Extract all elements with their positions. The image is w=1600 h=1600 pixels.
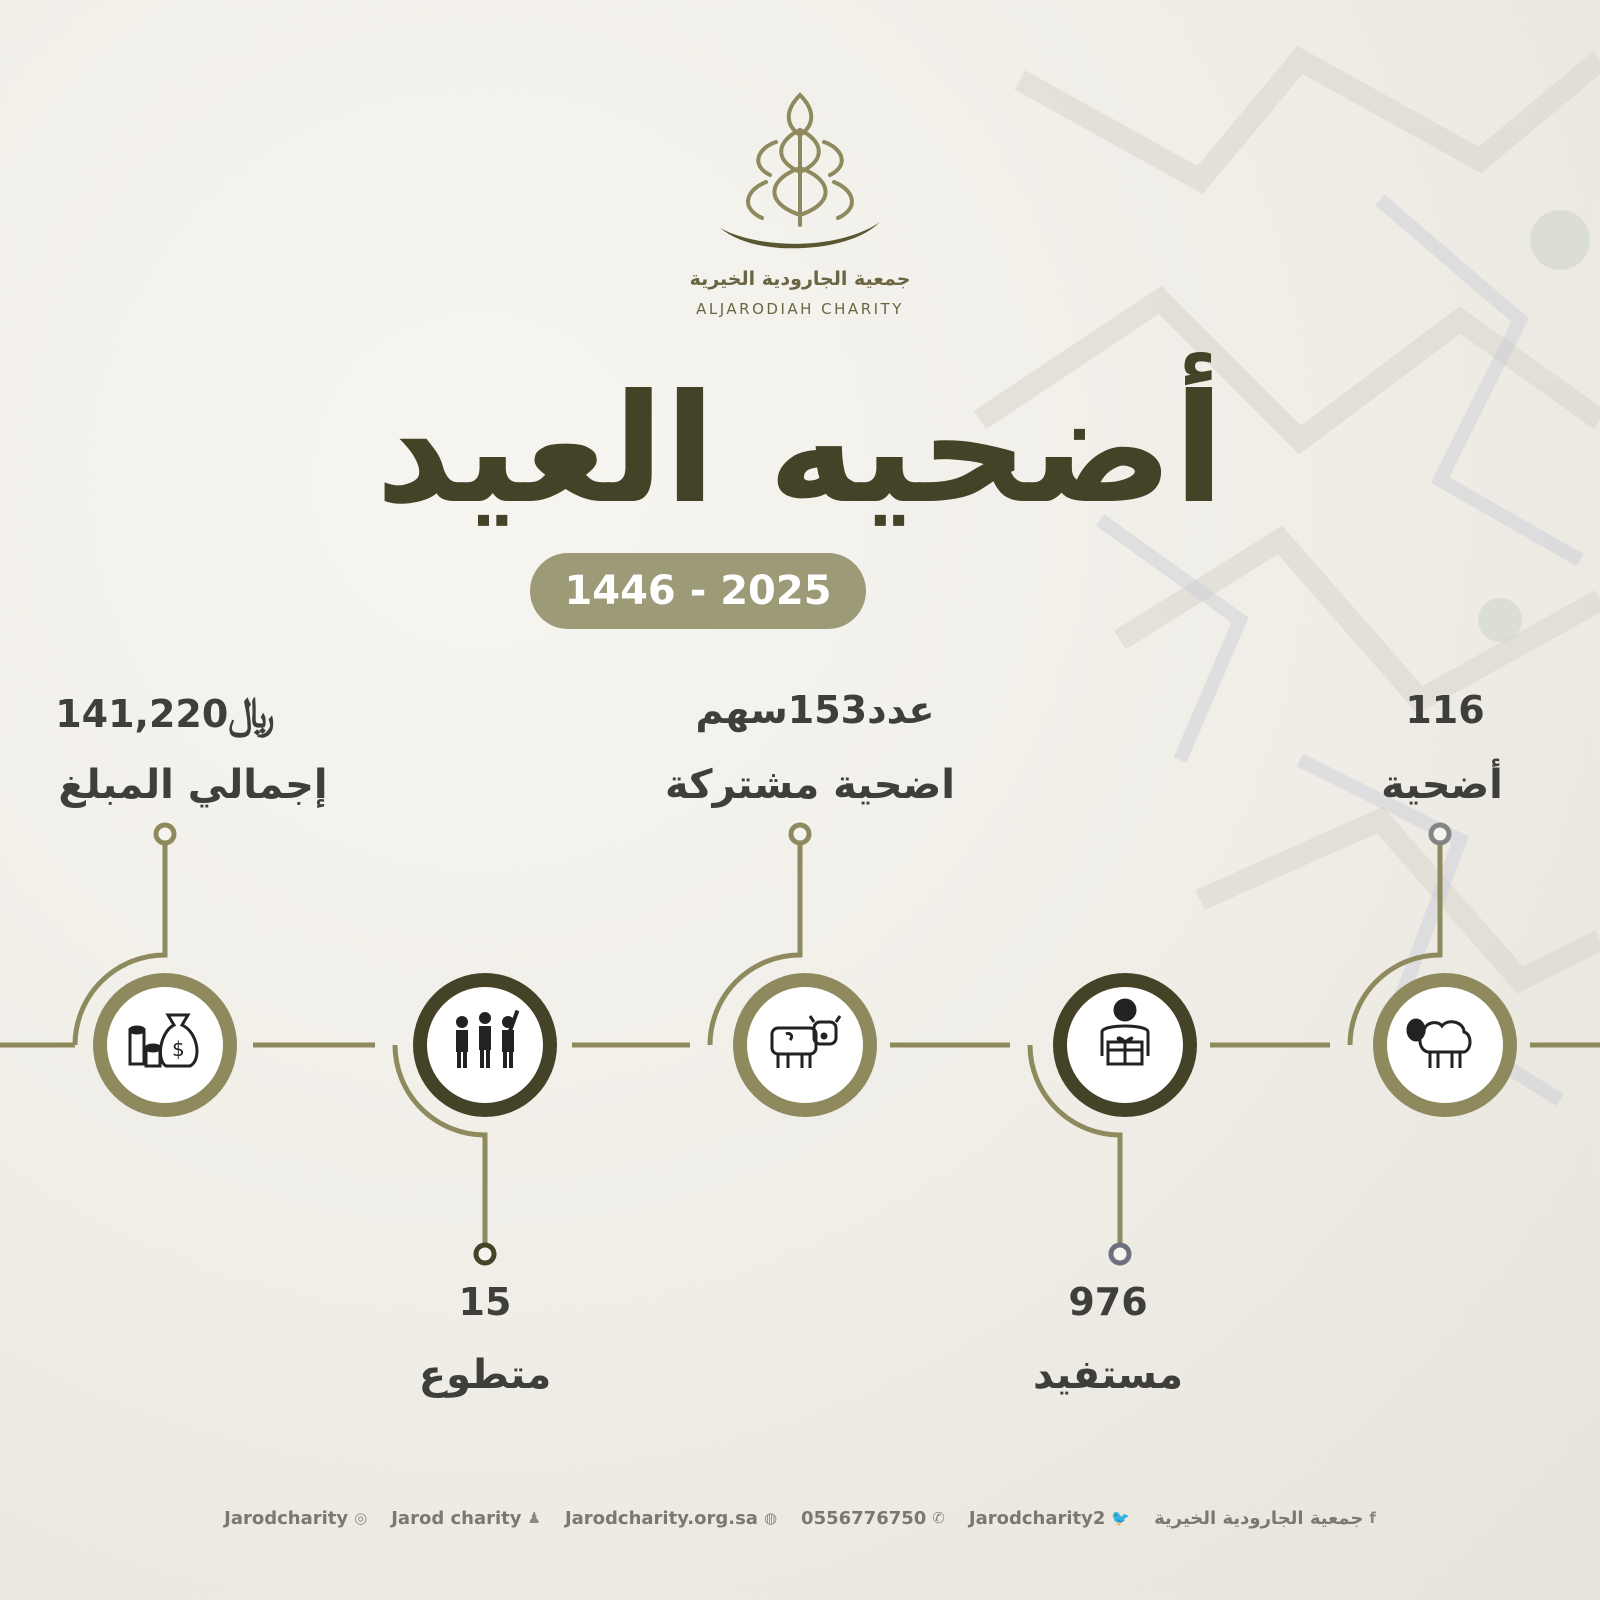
volunteers-icon (456, 1010, 519, 1068)
footer-website-text: Jarodcharity.org.sa (564, 1507, 758, 1529)
footer-facebook-text: جمعية الجارودية الخيرية (1154, 1507, 1364, 1529)
footer-facebook[interactable] (1154, 1508, 1376, 1529)
stat-circle-amount (90, 970, 240, 1120)
svg-text:$: $ (172, 1037, 185, 1061)
snapchat-icon: ♟ (527, 1509, 541, 1527)
footer-twitter[interactable] (969, 1508, 1130, 1529)
stat-beneficiaries-label: مستفيد (1032, 1352, 1184, 1398)
footer-contacts (200, 1498, 1400, 1538)
footer-snapchat-text: Jarod charity (391, 1507, 522, 1529)
stat-circle-shared (730, 970, 880, 1120)
stat-sacrifices-label: أضحية (1381, 762, 1503, 808)
stat-circle-volunteers (410, 970, 560, 1120)
stat-beneficiaries-value: 976 (1068, 1280, 1148, 1324)
currency-symbol: ﷼ (228, 688, 275, 737)
logo-name-english: ALJARODIAH CHARITY (696, 300, 904, 318)
instagram-icon: ◎ (354, 1509, 368, 1527)
facebook-icon: f (1369, 1509, 1376, 1527)
footer-instagram-text: Jarodcharity (224, 1507, 349, 1529)
whatsapp-icon: ✆ (932, 1509, 945, 1527)
footer-instagram[interactable] (224, 1508, 367, 1529)
footer-twitter-text: Jarodcharity2 (968, 1507, 1106, 1529)
stat-sacrifices-value: 116 (1405, 688, 1485, 732)
stat-amount-value: ﷼141,220 (55, 688, 275, 737)
stat-shared-value: عدد153سهم (695, 688, 935, 732)
year-badge: 1446 - 2025 (530, 553, 866, 629)
stat-shared-label: اضحية مشتركة (665, 762, 955, 808)
stat-circle-beneficiaries (1050, 970, 1200, 1120)
footer-whatsapp[interactable] (801, 1508, 945, 1529)
page-title: أضحيه العيد (375, 363, 1225, 537)
stat-amount-label: إجمالي المبلغ (58, 762, 328, 808)
logo-name-arabic: جمعية الجارودية الخيرية (689, 268, 911, 290)
stat-circle-sacrifices (1370, 970, 1520, 1120)
stat-volunteers-label: متطوع (418, 1352, 552, 1398)
footer-website[interactable] (565, 1508, 777, 1529)
twitter-icon: 🐦 (1111, 1509, 1131, 1527)
footer-snapchat[interactable] (391, 1508, 541, 1529)
website-icon: ◍ (763, 1509, 778, 1527)
footer-whatsapp-text: 0556776750 (801, 1507, 927, 1529)
stat-volunteers-value: 15 (458, 1280, 512, 1324)
